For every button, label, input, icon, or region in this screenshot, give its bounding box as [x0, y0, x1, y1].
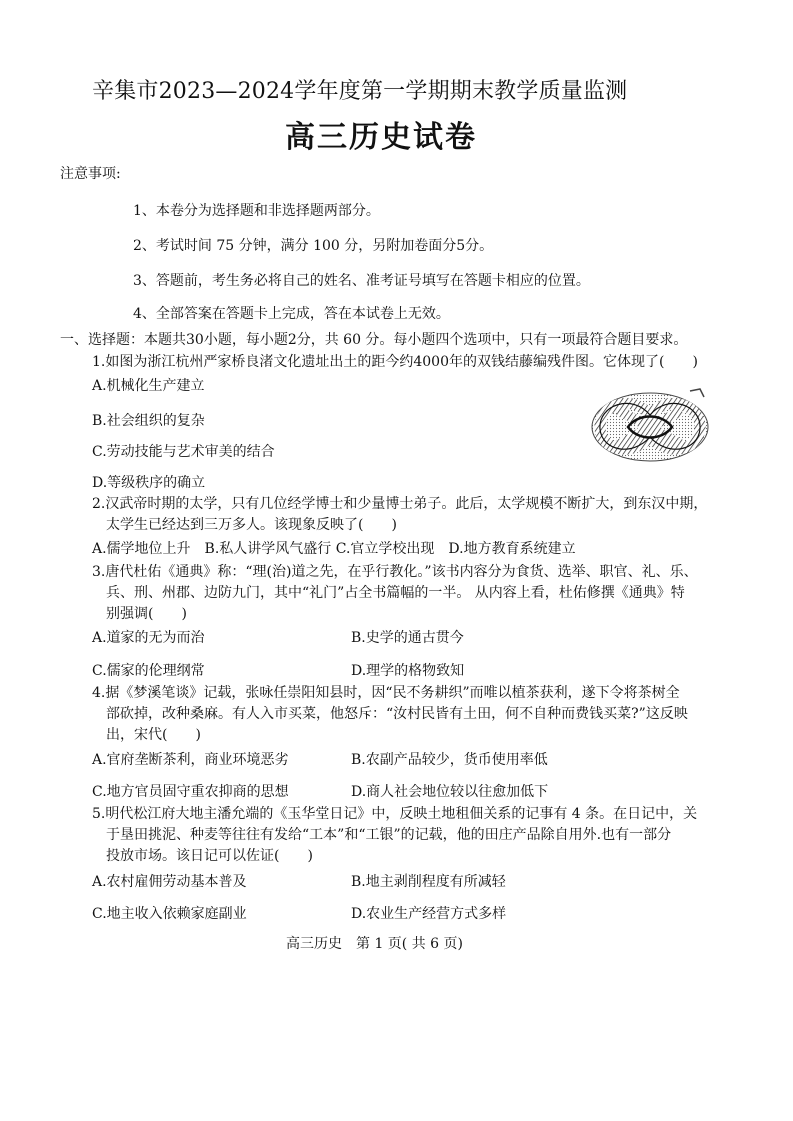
- question-3-option-a: A.道家的无为而治: [92, 630, 205, 646]
- question-1-option-b: B.社会组织的复杂: [92, 413, 205, 429]
- question-5-stem-line-1: 5.明代松江府大地主潘允端的《玉华堂日记》中，反映土地租佃关系的记事有 4 条。在日记中，关: [92, 806, 698, 822]
- question-4-stem-line-1: 4.据《梦溪笔谈》记载，张咏任崇阳知县时，因“民不务耕织”而唯以植茶获利，遂下令将茶树全: [92, 685, 680, 701]
- question-3-option-c: C.儒家的伦理纲常: [92, 663, 205, 679]
- question-5-option-d: D.农业生产经营方式多样: [351, 906, 507, 922]
- question-3-option-b: B.史学的通古贯今: [351, 630, 464, 646]
- question-2-stem-line-2: 太学生已经达到三万多人。该现象反映了( ): [106, 517, 397, 533]
- paper-title: 高三历史试卷: [285, 120, 477, 155]
- exam-title: 辛集市2023—2024学年度第一学期期末教学质量监测: [92, 79, 628, 104]
- question-2-stem-line-1: 2.汉武帝时期的太学，只有几位经学博士和少量博士弟子。此后，太学规模不断扩大，到东汉中期，: [92, 496, 708, 512]
- notes-item-3: 3、答题前，考生务必将自己的姓名、准考证号填写在答题卡相应的位置。: [133, 273, 590, 289]
- question-3-option-d: D.理学的格物致知: [351, 663, 465, 679]
- question-3-stem-line-3: 别强调( ): [106, 606, 187, 622]
- question-3-stem-line-1: 3.唐代杜佑《通典》称：“理(治)道之先，在乎行教化。”该书内容分为食货、选举、职官、礼、乐、: [92, 564, 698, 580]
- section-heading: 一、选择题：本题共30小题，每小题2分，共 60 分。每小题四个选项中，只有一项最符合题目要求。: [60, 332, 688, 348]
- question-1-stem: 1.如图为浙江杭州严家桥良渚文化遗址出土的距今约4000年的双钱结藤编残件图。它体现了( ): [92, 354, 698, 370]
- question-4-option-c: C.地方官员固守重农抑商的思想: [92, 784, 289, 800]
- question-1-option-d: D.等级秩序的确立: [92, 475, 206, 491]
- question-5-option-a: A.农村雇佣劳动基本普及: [92, 874, 247, 890]
- notes-item-4: 4、全部答案在答题卡上完成，答在本试卷上无效。: [133, 306, 450, 322]
- question-5-option-c: C.地主收入依赖家庭副业: [92, 906, 247, 922]
- notes-heading: 注意事项:: [60, 166, 121, 182]
- question-4-stem-line-3: 出，宋代( ): [106, 727, 201, 743]
- page-footer: 高三历史 第 1 页( 共 6 页): [286, 936, 463, 952]
- question-4-stem-line-2: 部砍掉，改种桑麻。有人入市买菜，他怒斥：“汝村民皆有土田，何不自种而费钱买菜?”这反映: [106, 706, 688, 722]
- double-coin-knot-figure: [588, 385, 712, 465]
- question-2-options: A.儒学地位上升 B.私人讲学风气盛行 C.官立学校出现 D.地方教育系统建立: [92, 541, 576, 557]
- question-3-stem-line-2: 兵、刑、州郡、边防九门，其中“礼门”占全书篇幅的一半。 从内容上看，杜佑修撰《通典》特: [106, 585, 685, 601]
- question-4-option-b: B.农副产品较少，货币使用率低: [351, 752, 548, 768]
- notes-item-2: 2、考试时间 75 分钟，满分 100 分，另附加卷面分5分。: [133, 238, 494, 254]
- question-5-option-b: B.地主剥削程度有所减轻: [351, 874, 506, 890]
- question-4-option-a: A.官府垄断茶利，商业环境恶劣: [92, 752, 289, 768]
- question-5-stem-line-2: 于垦田挑泥、种麦等往往有发给“工本”和“工银”的记载，他的田庄产品除自用外.也有一部分: [106, 827, 672, 843]
- question-1-option-c: C.劳动技能与艺术审美的结合: [92, 444, 275, 460]
- question-5-stem-line-3: 投放市场。该日记可以佐证( ): [106, 848, 313, 864]
- question-4-option-d: D.商人社会地位较以往愈加低下: [351, 784, 549, 800]
- notes-item-1: 1、本卷分为选择题和非选择题两部分。: [133, 203, 380, 219]
- question-1-option-a: A.机械化生产建立: [92, 378, 205, 394]
